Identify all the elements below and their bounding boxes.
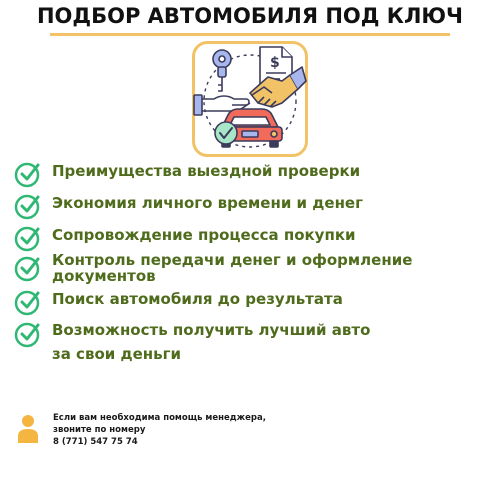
- check-circle-icon: [14, 288, 42, 316]
- person-icon: [17, 414, 39, 444]
- benefit-text: Поиск автомобиля до результата: [52, 290, 343, 308]
- benefit-text: Возможность получить лучший авто за свои деньги: [52, 321, 371, 363]
- check-circle-icon: [14, 254, 42, 282]
- benefit-text: Контроль передачи денег и оформление документов: [52, 251, 413, 285]
- benefit-text: Экономия личного времени и денег: [52, 194, 363, 212]
- car-deal-icon: [192, 41, 308, 157]
- contact-text: [53, 412, 333, 448]
- car-deal-illustration: [192, 41, 308, 157]
- check-circle-icon: [14, 192, 42, 220]
- contact-block: [17, 412, 337, 458]
- contact-line-1: Если вам необходима помощь менеджера,: [53, 413, 266, 423]
- check-circle-icon: [14, 160, 42, 188]
- benefit-text: Преимущества выездной проверки: [52, 162, 361, 180]
- check-circle-icon: [14, 320, 42, 348]
- benefit-text: Сопровождение процесса покупки: [52, 226, 356, 244]
- title-underline: [50, 33, 450, 36]
- contact-line-2: звоните по номеру: [53, 425, 146, 435]
- check-circle-icon: [14, 224, 42, 252]
- phone-number[interactable]: 8 (771) 547 75 74: [53, 437, 138, 447]
- dollar-sign: $: [270, 55, 280, 71]
- page-title: ПОДБОР АВТОМОБИЛЯ ПОД КЛЮЧ: [36, 4, 464, 28]
